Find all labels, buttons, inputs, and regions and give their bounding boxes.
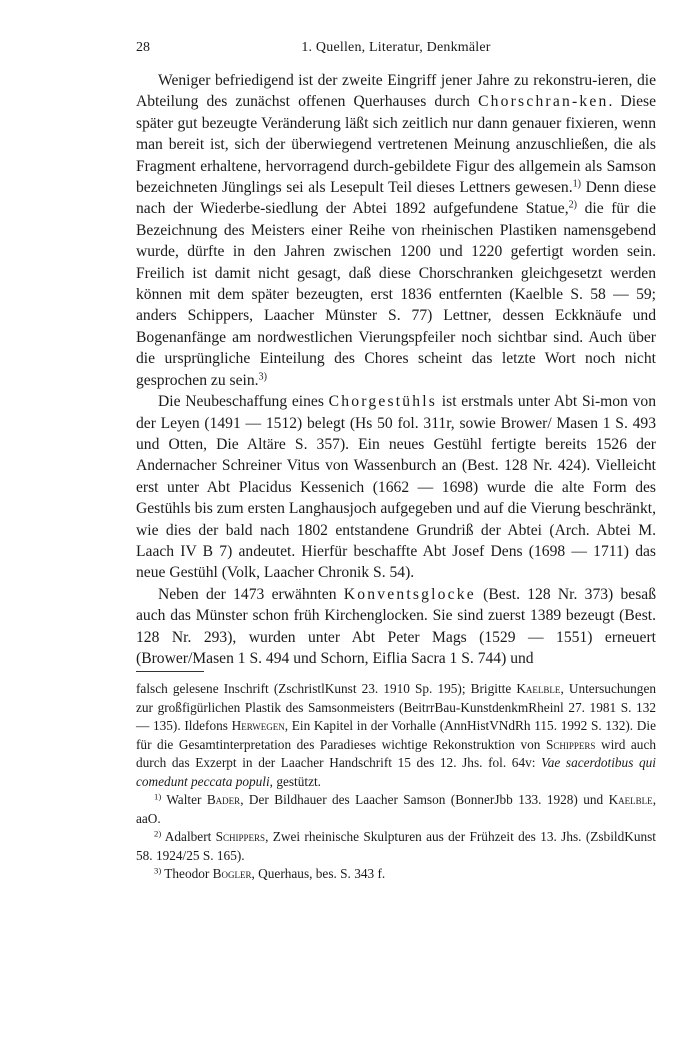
- footnote: [136, 865, 656, 884]
- text-run: die für die Bezeichnung des Meisters einer Reihe von rheinischen Plastiken namensgebend wurde, dürfte in den Jahren zwischen 1200 und 1220 gefertigt worden sein. Freilich ist damit nicht gesagt, daß diese Chorschranken gleichgesetzt werden können mit dem später bezeugten, erst 1836 entfernten (Kaelble S. 58 — 59; anders Schippers, Laacher Münster S. 77) Lettner, dessen Eckknäufe und Bogenanfänge am nordwestlichen Vierungspfeiler noch sichtbar sind. Auch über die ursprüngliche Einteilung des Chores scheint das letzte Wort noch nicht gesprochen zu sein.: [136, 200, 656, 389]
- author-name: Bogler: [212, 866, 252, 881]
- text-run: Theodor: [161, 866, 213, 881]
- text-run: ist erstmals unter Abt Si-mon von der Leyen (1491 — 1512) belegt (Hs 50 fol. 311r, sowie Brower/ Masen 1 S. 493 und Otten, Die Altäre S. 357). Ein neues Gestühl fertigte bereits 1526 der Andernacher Schreiner Vitus von Wassenburch an (Best. 128 Nr. 424). Vielleicht erst unter Abt Placidus Kessenich (1662 — 1698) wurde die alte Form des Gestühls bis zum ersten Langhausjoch aufgegeben und auf die Vierung beschränkt, wie dies der bald nach 1802 entstandene Grundriß der Abtei (Arch. Abtei M. Laach IV B 7) andeutet. Hierfür beschaffte Abt Josef Dens (1698 — 1711) das neue Gestühl (Volk, Laacher Chronik S. 54).: [136, 393, 656, 582]
- spaced-term: Chorgestühls: [328, 393, 438, 411]
- footnote-separator: [136, 671, 204, 672]
- footnote: [136, 828, 656, 865]
- footnotes: [136, 680, 656, 884]
- author-name: Bader: [206, 792, 241, 807]
- footnote-marker: 1): [154, 791, 162, 802]
- author-name: Herwegen: [231, 718, 285, 733]
- main-text: [136, 70, 656, 669]
- author-name: Schippers: [546, 736, 596, 752]
- author-name: Schippers: [215, 829, 266, 844]
- text-run: , Untersuchungen zur großfigürlichen Plastik des Samsonmeisters (BeitrrBau-KunstdenkmRheinl 27. 1981 S. 132 — 135). Ildefons: [136, 681, 656, 733]
- body-paragraph: [136, 584, 656, 670]
- text-run: Walter: [161, 792, 207, 807]
- text-run: , gestützt.: [269, 773, 322, 789]
- latin-quote: Vae sacerdotibus qui comedunt peccata populi: [136, 755, 656, 789]
- text-run: , Der Bildhauer des Laacher Samson (BonnerJbb 133. 1928) und: [240, 792, 609, 807]
- text-run: , Zwei rheinische Skulpturen aus der Frühzeit des 13. Jhs. (ZsbildKunst 58. 1924/25 S. 165).: [136, 829, 656, 863]
- spaced-term: Chorschran-ken: [478, 93, 609, 111]
- text-run: Adalbert: [161, 829, 216, 844]
- text-run: . Diese später gut bezeugte Veränderung läßt sich zeitlich nur dann genauer fixieren, wenn man bereit ist, sich der überwiegend vertretenen Meinung anzuschließen, die als Fragment erhaltene, hervorragend durch-gebildete Figur des allgemein als Samson bezeichneten Jünglings sei als Lesepult Teil dieses Lettners gewesen.: [136, 93, 656, 197]
- text-run: , aaO.: [136, 792, 657, 826]
- page-header: [136, 40, 656, 60]
- text-run: Weniger befriedigend ist der zweite Eingriff jener Jahre zu rekonstru-ieren, die Abteilung des zunächst offenen Querhauses durch: [136, 72, 656, 111]
- footnote-reference: 3): [258, 371, 267, 383]
- text-run: , Ein Kapitel in der Vorhalle (AnnHistVNdRh 115. 1992 S. 132). Die für die Gesamtinterpretation des Paradieses wichtige Rekonstruktion von: [136, 718, 656, 752]
- footnote-marker: 3): [154, 865, 162, 876]
- footnote-reference: 1): [572, 178, 582, 190]
- text-run: , Querhaus, bes. S. 343 f.: [251, 866, 386, 881]
- spaced-term: Konventsglocke: [343, 585, 476, 603]
- running-head: 1. Quellen, Literatur, Denkmäler: [301, 40, 491, 55]
- footnote-reference: 2): [568, 199, 578, 211]
- text-run: Denn diese nach der Wiederbe-siedlung der Abtei 1892 aufgefundene Statue,: [136, 179, 656, 218]
- text-run: Die Neubeschaffung eines: [158, 393, 329, 411]
- text-run: falsch gelesene Inschrift (ZschristlKunst 23. 1910 Sp. 195); Brigitte: [136, 681, 517, 696]
- footnote-marker: 2): [154, 828, 162, 839]
- body-paragraph: [136, 391, 656, 584]
- author-name: Kaelble: [516, 681, 561, 696]
- page-number: 28: [136, 40, 150, 55]
- footnote-continuation: [136, 680, 656, 791]
- footnote: [136, 791, 656, 828]
- text-run: Neben der 1473 erwähnten: [158, 585, 344, 603]
- text-run: wird auch durch das Exzerpt in der Laacher Handschrift 15 des 12. Jhs. fol. 64v:: [136, 736, 657, 770]
- text-run: (Best. 128 Nr. 373) besaß auch das Münster schon früh Kirchenglocken. Sie sind zuerst 1389 bezeugt (Best. 128 Nr. 293), wurden unter Abt Peter Mags (1529 — 1551) erneuert (Brower/Masen 1 S. 494 und Schorn, Eiflia Sacra 1 S. 744) und: [136, 585, 656, 667]
- author-name: Kaelble: [608, 792, 653, 807]
- body-paragraph: [136, 70, 656, 391]
